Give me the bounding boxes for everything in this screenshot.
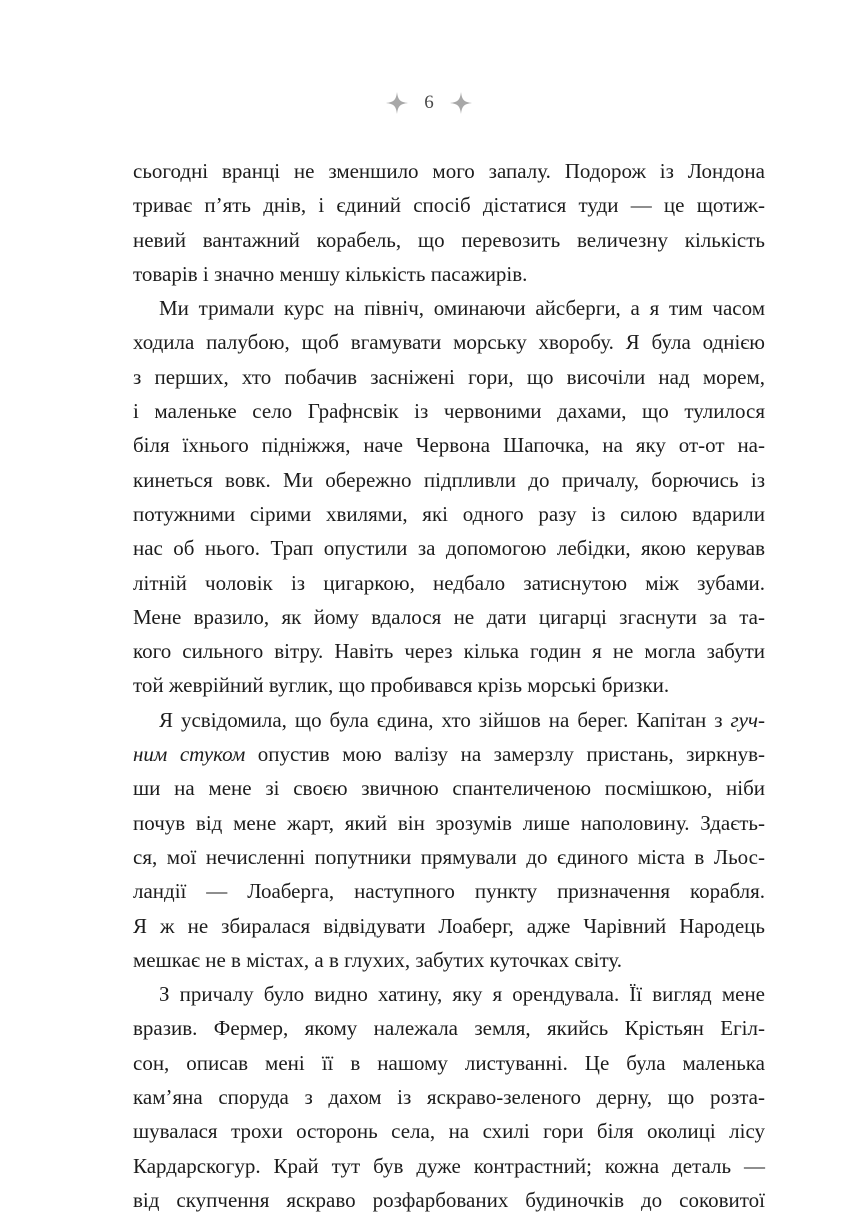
text-line: ся, мої нечисленні попутники прямували до єдиного міста в Льос-: [133, 844, 765, 869]
text-line: [133, 703, 765, 737]
text-line: [133, 737, 765, 771]
text-run: опустив мою валізу на замерзлу пристань, зиркнув-: [245, 742, 765, 767]
text-line: літній чоловік із цигаркою, недбало затиснутою між зубами.: [133, 570, 765, 595]
page-number: 6: [424, 92, 434, 113]
text-run: Я усвідомила, що була єдина, хто зійшов на берег. Капітан з: [159, 707, 731, 732]
italic-text: гуч-: [730, 707, 765, 732]
text-line: невий вантажний корабель, що перевозить величезну кількість: [133, 227, 765, 252]
text-line: і маленьке село Графнсвік із червоними дахами, що тулилося: [133, 399, 765, 424]
star-ornament-icon: [450, 92, 472, 114]
text-line: З причалу було видно хатину, яку я орендувала. Її вигляд мене: [159, 982, 765, 1007]
body-text: [133, 154, 765, 1217]
star-ornament-icon: [386, 92, 408, 114]
text-line: триває п’ять днів, і єдиний спосіб дістатися туди — це щотиж-: [133, 193, 765, 218]
text-line: Я ж не збиралася відвідувати Лоаберг, адже Чарівний Народець: [133, 913, 765, 938]
text-line: ши на мене зі своєю звичною спантеличеною посмішкою, ніби: [133, 776, 765, 801]
text-line: товарів і значно меншу кількість пасажирів.: [133, 261, 528, 286]
text-line: Кардарскогур. Край тут був дуже контрастний; кожна деталь —: [133, 1153, 765, 1178]
text-line: потужними сірими хвилями, які одного разу із силою вдарили: [133, 501, 765, 526]
text-line: біля їхнього підніжжя, наче Червона Шапочка, на яку от-от на-: [133, 433, 765, 458]
text-line: сон, описав мені її в нашому листуванні. Це була маленька: [133, 1050, 765, 1075]
text-line: шувалася трохи осторонь села, на схилі гори біля околиці лісу: [133, 1119, 765, 1144]
text-line: кого сильного вітру. Навіть через кілька годин я не могла забути: [133, 639, 765, 664]
text-line: почув від мене жарт, який він зрозумів лише наполовину. Здаєть-: [133, 810, 765, 835]
text-line: ландії — Лоаберга, наступного пункту призначення корабля.: [133, 879, 765, 904]
text-line: від скупчення яскраво розфарбованих будиночків до соковитої: [133, 1187, 765, 1212]
text-line: кинеться вовк. Ми обережно підпливли до причалу, борючись із: [133, 467, 765, 492]
text-line: кам’яна споруда з дахом із яскраво-зеленого дерну, що розта-: [133, 1085, 765, 1110]
text-line: сьогодні вранці не зменшило мого запалу. Подорож із Лондона: [133, 159, 765, 183]
text-line: той жеврійний вуглик, що пробивався крізь морські бризки.: [133, 673, 670, 698]
text-line: вразив. Фермер, якому належала земля, якийсь Крістьян Егіл-: [133, 1016, 765, 1041]
text-line: з перших, хто побачив засніжені гори, що височіли над морем,: [133, 364, 765, 389]
text-line: Мене вразило, як йому вдалося не дати цигарці згаснути за та-: [133, 604, 765, 629]
italic-text: ним стуком: [133, 742, 246, 767]
text-line: ходила палубою, щоб вгамувати морську хворобу. Я була однією: [133, 330, 765, 355]
text-line: нас об нього. Трап опустили за допомогою лебідки, якою керував: [133, 536, 765, 561]
text-line: мешкає не в містах, а в глухих, забутих куточках світу.: [133, 947, 622, 972]
text-line: Ми тримали курс на північ, оминаючи айсберги, а я тим часом: [159, 296, 765, 321]
page-header: [0, 92, 858, 114]
